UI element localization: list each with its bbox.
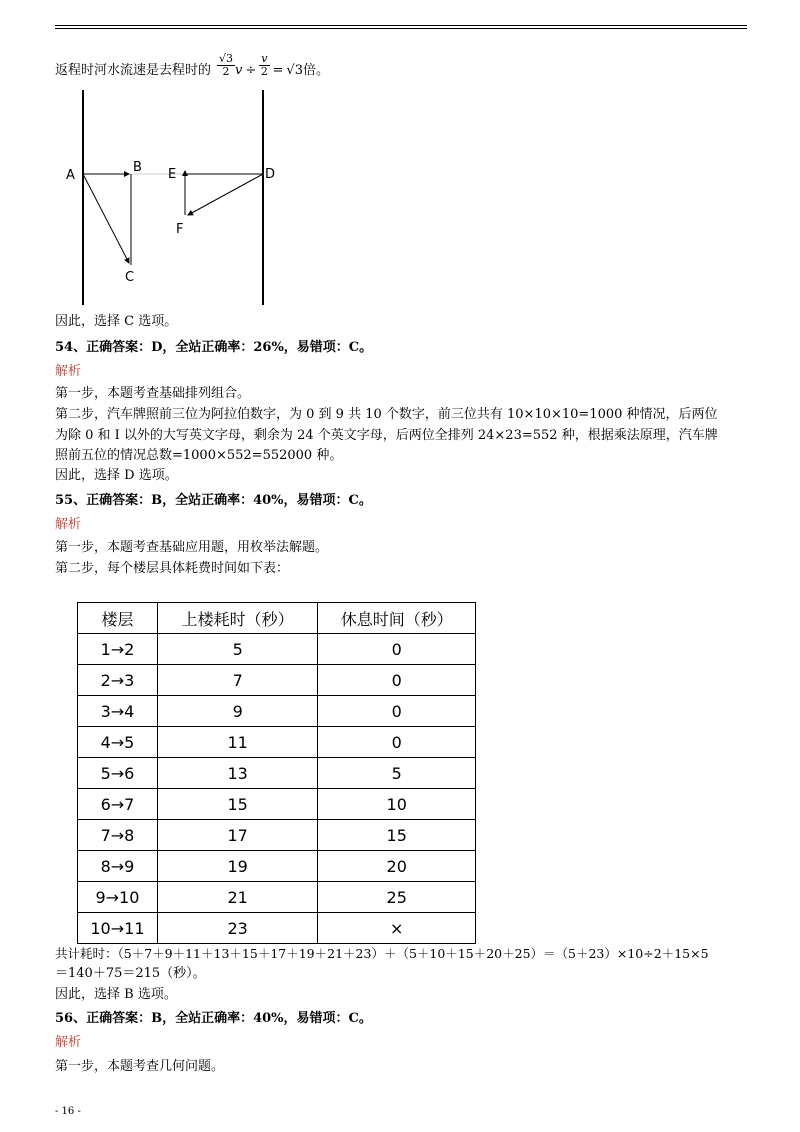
vector-df <box>188 174 263 215</box>
q54-conclusion: 因此，选择 D 选项。 <box>55 468 178 483</box>
cell-rest: 0 <box>318 727 476 758</box>
table-row <box>78 851 476 882</box>
cell-climb: 23 <box>157 913 318 944</box>
q55-step1: 第一步，本题考查基础应用题，用枚举法解题。 <box>55 540 329 555</box>
q56-answer: 56、正确答案：B，全站正确率：40%，易错项：C。 <box>55 1011 372 1026</box>
page-number: - 16 - <box>55 1106 81 1117</box>
cell-rest: 20 <box>318 851 476 882</box>
cell-rest: 0 <box>318 696 476 727</box>
frac2-denominator: 2 <box>260 65 268 78</box>
label-e: E <box>168 167 177 182</box>
fraction-sqrt3-over-2 <box>217 53 235 78</box>
cell-floor: 4→5 <box>78 727 158 758</box>
table-row <box>78 758 476 789</box>
q54-step1: 第一步，本题考查基础排列组合。 <box>55 386 251 401</box>
cell-floor: 9→10 <box>78 882 158 913</box>
q56-step1: 第一步，本题考查几何问题。 <box>55 1059 225 1074</box>
cell-floor: 2→3 <box>78 665 158 696</box>
q54-answer: 54、正确答案：D，全站正确率：26%，易错项：C。 <box>55 340 373 355</box>
header-floor: 楼层 <box>78 603 158 634</box>
cell-rest: 25 <box>318 882 476 913</box>
q55-conclusion: 因此，选择 B 选项。 <box>55 987 177 1002</box>
cell-rest: 0 <box>318 634 476 665</box>
label-f: F <box>176 222 184 237</box>
table-row <box>78 727 476 758</box>
q55-total-line2: ＝140＋75＝215（秒）。 <box>55 966 206 981</box>
table-header-row <box>78 603 476 634</box>
cell-rest: 10 <box>318 789 476 820</box>
frac1-denominator: 2 <box>222 65 230 78</box>
cell-climb: 19 <box>157 851 318 882</box>
table-row <box>78 882 476 913</box>
table-row <box>78 634 476 665</box>
cell-floor: 10→11 <box>78 913 158 944</box>
speed-ratio-formula <box>55 38 329 78</box>
q55-answer: 55、正确答案：B，全站正确率：40%，易错项：C。 <box>55 493 372 508</box>
q54-analysis-label: 解析 <box>55 364 82 379</box>
q54-step2-line2: 为除 0 和 I 以外的大写英文字母，剩余为 24 个英文字母，后两位全排列 24×23=552 种，根据乘法原理，汽车牌 <box>55 428 718 443</box>
q55-analysis-label: 解析 <box>55 517 82 532</box>
cell-rest: 5 <box>318 758 476 789</box>
header-rule-top <box>55 25 747 26</box>
equals-sign: = <box>272 63 284 78</box>
q54-step2-line1: 第二步，汽车牌照前三位为阿拉伯数字，为 0 到 9 共 10 个数字，前三位共有 10×10×10=1000 种情况，后两位 <box>55 407 718 422</box>
cell-climb: 17 <box>157 820 318 851</box>
cell-floor: 6→7 <box>78 789 158 820</box>
cell-floor: 5→6 <box>78 758 158 789</box>
table-row <box>78 913 476 944</box>
river-crossing-diagram <box>55 85 295 307</box>
cell-floor: 1→2 <box>78 634 158 665</box>
fraction-v-over-2 <box>259 53 269 78</box>
q56-analysis-label: 解析 <box>55 1035 82 1050</box>
cell-climb: 7 <box>157 665 318 696</box>
q55-total-line1: 共计耗时：（5＋7＋9＋11＋13＋15＋17＋19＋21＋23）＋（5＋10＋15＋20＋25）＝（5＋23）×10÷2＋15×5 <box>55 946 709 961</box>
cell-climb: 21 <box>157 882 318 913</box>
q53-conclusion: 因此，选择 C 选项。 <box>55 314 178 329</box>
cell-rest: 0 <box>318 665 476 696</box>
table-row <box>78 789 476 820</box>
header-climb-time: 上楼耗时（秒） <box>157 603 318 634</box>
cell-climb: 15 <box>157 789 318 820</box>
q55-step2: 第二步，每个楼层具体耗费时间如下表： <box>55 561 290 576</box>
label-d: D <box>265 167 276 182</box>
cell-climb: 13 <box>157 758 318 789</box>
table-row <box>78 696 476 727</box>
cell-climb: 9 <box>157 696 318 727</box>
frac1-numerator: √3 <box>219 52 234 65</box>
label-c: C <box>125 270 135 285</box>
formula-prefix: 返程时河水流速是去程时的 <box>55 63 212 78</box>
formula-suffix: 倍。 <box>302 63 329 78</box>
table-row <box>78 820 476 851</box>
label-a: A <box>66 168 75 183</box>
cell-rest: × <box>318 913 476 944</box>
cell-floor: 8→9 <box>78 851 158 882</box>
cell-climb: 11 <box>157 727 318 758</box>
cell-climb: 5 <box>157 634 318 665</box>
cell-floor: 7→8 <box>78 820 158 851</box>
vector-ac <box>83 174 129 263</box>
label-b: B <box>133 160 142 175</box>
header-rest-time: 休息时间（秒） <box>318 603 476 634</box>
variable-v: v <box>235 63 243 78</box>
floor-time-table <box>77 602 476 944</box>
frac2-numerator: v <box>261 52 268 65</box>
divide-sign: ÷ <box>245 63 257 78</box>
cell-floor: 3→4 <box>78 696 158 727</box>
table-row <box>78 665 476 696</box>
q54-step2-line3: 照前五位的情况总数=1000×552=552000 种。 <box>55 448 343 463</box>
header-rule-bottom <box>55 28 747 29</box>
result-sqrt3: √3 <box>286 63 303 78</box>
cell-rest: 15 <box>318 820 476 851</box>
